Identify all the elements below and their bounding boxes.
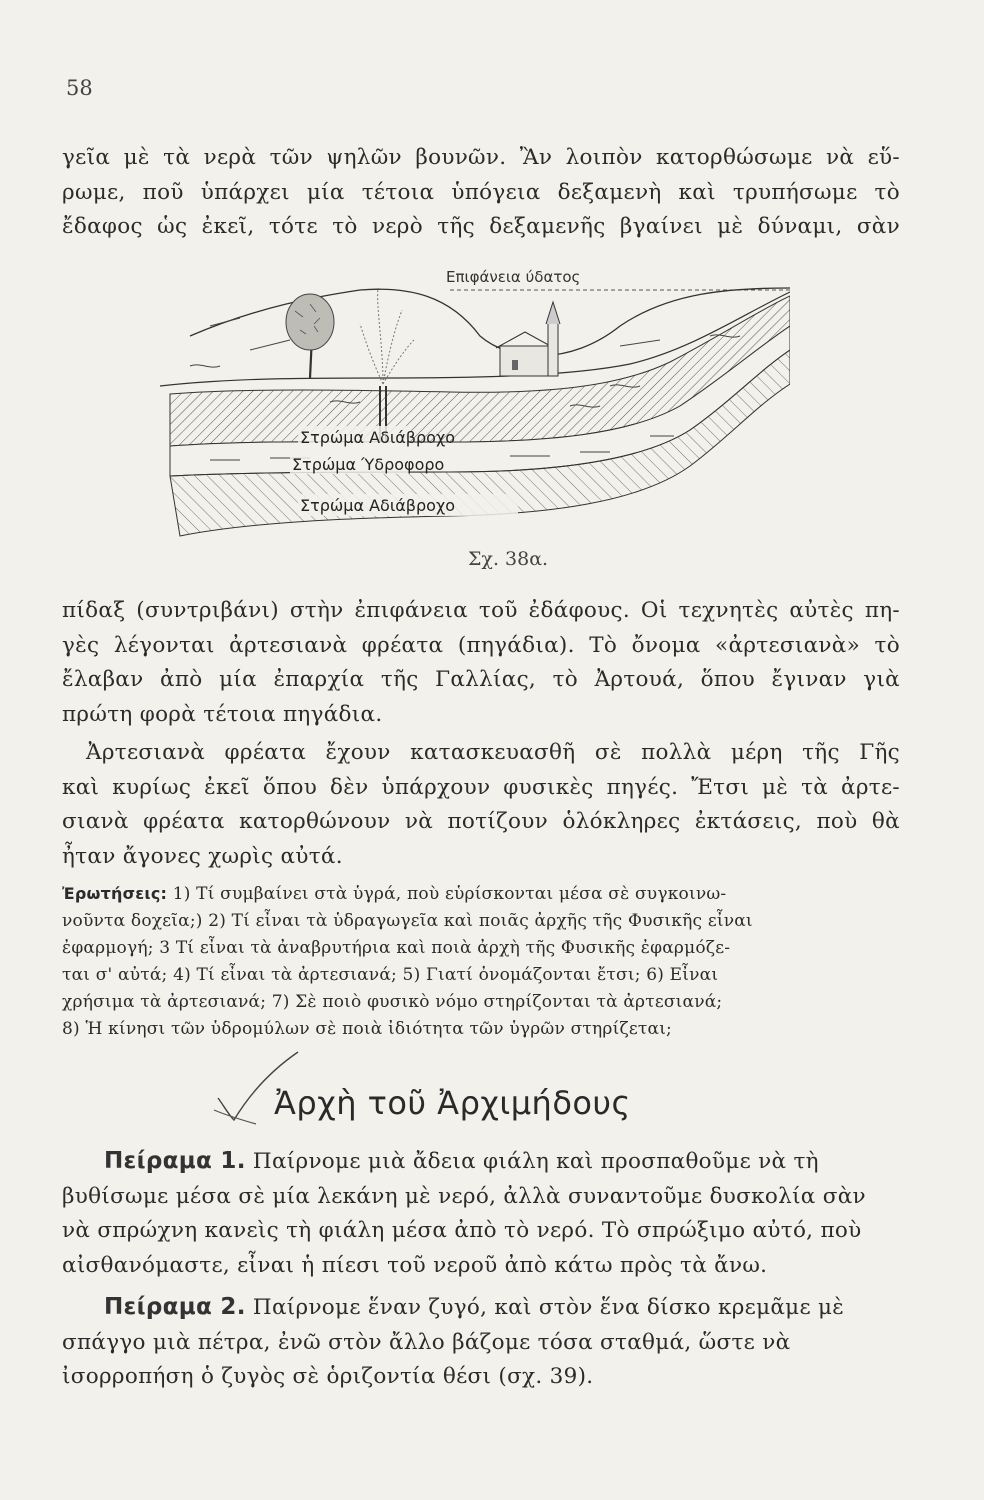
text-line: ἦταν ἄγονες χωρὶς αὐτά. bbox=[62, 843, 343, 869]
text-line: Ἀρτεσιανὰ φρέατα ἔχουν κατασκευασθῆ σὲ πολλὰ μέρη τῆς Γῆς bbox=[86, 740, 900, 765]
page-number: 58 bbox=[66, 76, 93, 100]
label-impermeable-bottom: Στρώμα Αδιάβροχο bbox=[300, 496, 455, 515]
text-line: καὶ κυρίως ἐκεῖ ὅπου δὲν ὑπάρχουν φυσικὲς πηγές. Ἔτσι μὲ τὰ ἀρτε- bbox=[62, 774, 900, 800]
paragraph-artesian-name bbox=[62, 594, 900, 732]
text-line: ρωμε, ποῦ ὑπάρχει μία τέτοια ὑπόγεια δεξαμενὴ καὶ τρυπήσωμε τὸ bbox=[62, 179, 900, 205]
tree-icon bbox=[286, 294, 334, 378]
text-line: γὲς λέγονται ἀρτεσιανὰ φρέατα (πηγάδια). Τὸ ὄνομα «ἀρτεσιανὰ» τὸ bbox=[62, 632, 900, 658]
text-line: σιανὰ φρέατα κατορθώνουν νὰ ποτίζουν ὁλόκληρες ἐκτάσεις, ποὺ θὰ bbox=[62, 809, 900, 834]
question-line: Ἐρωτήσεις: 1) Τί συμβαίνει στὰ ὑγρά, ποὺ εὑρίσκονται μέσα σὲ συγκοινω- bbox=[62, 884, 727, 904]
question-line: χρήσιμα τὰ ἀρτεσιανά; 7) Σὲ ποιὸ φυσικὸ νόμο στηρίζονται τὰ ἀρτεσιανά; bbox=[62, 992, 723, 1012]
text-line: σπάγγο μιὰ πέτρα, ἐνῶ στὸν ἄλλο βάζομε τόσα σταθμά, ὥστε νὰ bbox=[62, 1329, 791, 1355]
question-line: νοῦντα δοχεῖα;) 2) Τί εἶναι τὰ ὑδραγωγεῖα καὶ ποιᾶς ἀρχῆς τῆς Φυσικῆς εἶναι bbox=[62, 911, 753, 931]
text-line: ἔδαφος ὡς ἐκεῖ, τότε τὸ νερὸ τῆς δεξαμενῆς βγαίνει μὲ δύναμι, σὰν bbox=[62, 214, 900, 239]
experiment-2 bbox=[62, 1290, 900, 1395]
artesian-well-figure bbox=[150, 266, 790, 578]
question-line: ἐφαρμογή; 3 Τί εἶναι τὰ ἀναβρυτήρια καὶ ποιὰ ἀρχὴ τῆς Φυσικῆς ἐφαρμόζε- bbox=[62, 938, 731, 958]
text-line: αἰσθανόμαστε, εἶναι ἡ πίεσι τοῦ νεροῦ ἀπὸ κάτω πρὸς τὰ ἄνω. bbox=[62, 1252, 768, 1278]
chapel-icon bbox=[496, 302, 560, 376]
text-line: βυθίσωμε μέσα σὲ μία λεκάνη μὲ νερό, ἀλλὰ συναντοῦμε δυσκολία σὰν bbox=[62, 1183, 866, 1209]
experiment-2-lead: Πείραμα 2. bbox=[104, 1294, 246, 1320]
paragraph-intro bbox=[62, 141, 900, 245]
text-line: πίδαξ (συντριβάνι) στὴν ἐπιφάνεια τοῦ ἐδάφους. Οἱ τεχνητὲς αὐτὲς πη- bbox=[62, 598, 900, 623]
label-aquifer: Στρώμα Ύδροφορο bbox=[292, 455, 445, 474]
paragraph-artesian-uses bbox=[62, 736, 900, 874]
experiment-1-lead: Πείραμα 1. bbox=[104, 1148, 246, 1174]
label-water-surface: Επιφάνεια ύδατος bbox=[446, 268, 581, 286]
text-line: ἔλαβαν ἀπὸ μία ἐπαρχία τῆς Γαλλίας, τὸ Ἀρτουά, ὅπου ἔγιναν γιὰ bbox=[62, 667, 900, 692]
text-line: Πείραμα 2. Παίρνομε ἕναν ζυγό, καὶ στὸν ἕνα δίσκο κρεμᾶμε μὲ bbox=[104, 1294, 845, 1320]
questions-block bbox=[62, 880, 900, 1043]
text-line: νὰ σπρώχνη κανεὶς τὴ φιάλη μέσα ἀπὸ τὸ νερό. Τὸ σπρώξιμο αὐτό, ποὺ bbox=[62, 1218, 862, 1243]
question-line: ται σ' αὐτά; 4) Τί εἶναι τὰ ἀρτεσιανά; 5) Γιατί ὀνομάζονται ἔτσι; 6) Εἶναι bbox=[62, 965, 719, 985]
text-line: ἰσορροπήση ὁ ζυγὸς σὲ ὁριζοντία θέσι (σχ. 39). bbox=[62, 1364, 594, 1389]
text-line: Πείραμα 1. Παίρνομε μιὰ ἄδεια φιάλη καὶ προσπαθοῦμε νὰ τὴ bbox=[104, 1148, 819, 1174]
questions-lead: Ἐρωτήσεις: bbox=[62, 884, 168, 903]
text-line: γεῖα μὲ τὰ νερὰ τῶν ψηλῶν βουνῶν. Ἂν λοιπὸν κατορθώσωμε νὰ εὕ- bbox=[62, 145, 900, 170]
section-heading: Ἀρχὴ τοῦ Ἀρχιμήδους bbox=[274, 1084, 631, 1122]
question-line: 8) Ἡ κίνησι τῶν ὑδρομύλων σὲ ποιὰ ἰδιότητα τῶν ὑγρῶν στηρίζεται; bbox=[62, 1019, 672, 1039]
experiment-1 bbox=[62, 1144, 900, 1283]
figure-caption: Σχ. 38α. bbox=[468, 548, 549, 570]
text-line: πρώτη φορὰ τέτοια πηγάδια. bbox=[62, 701, 383, 727]
label-impermeable-top: Στρώμα Αδιάβροχο bbox=[300, 428, 455, 447]
